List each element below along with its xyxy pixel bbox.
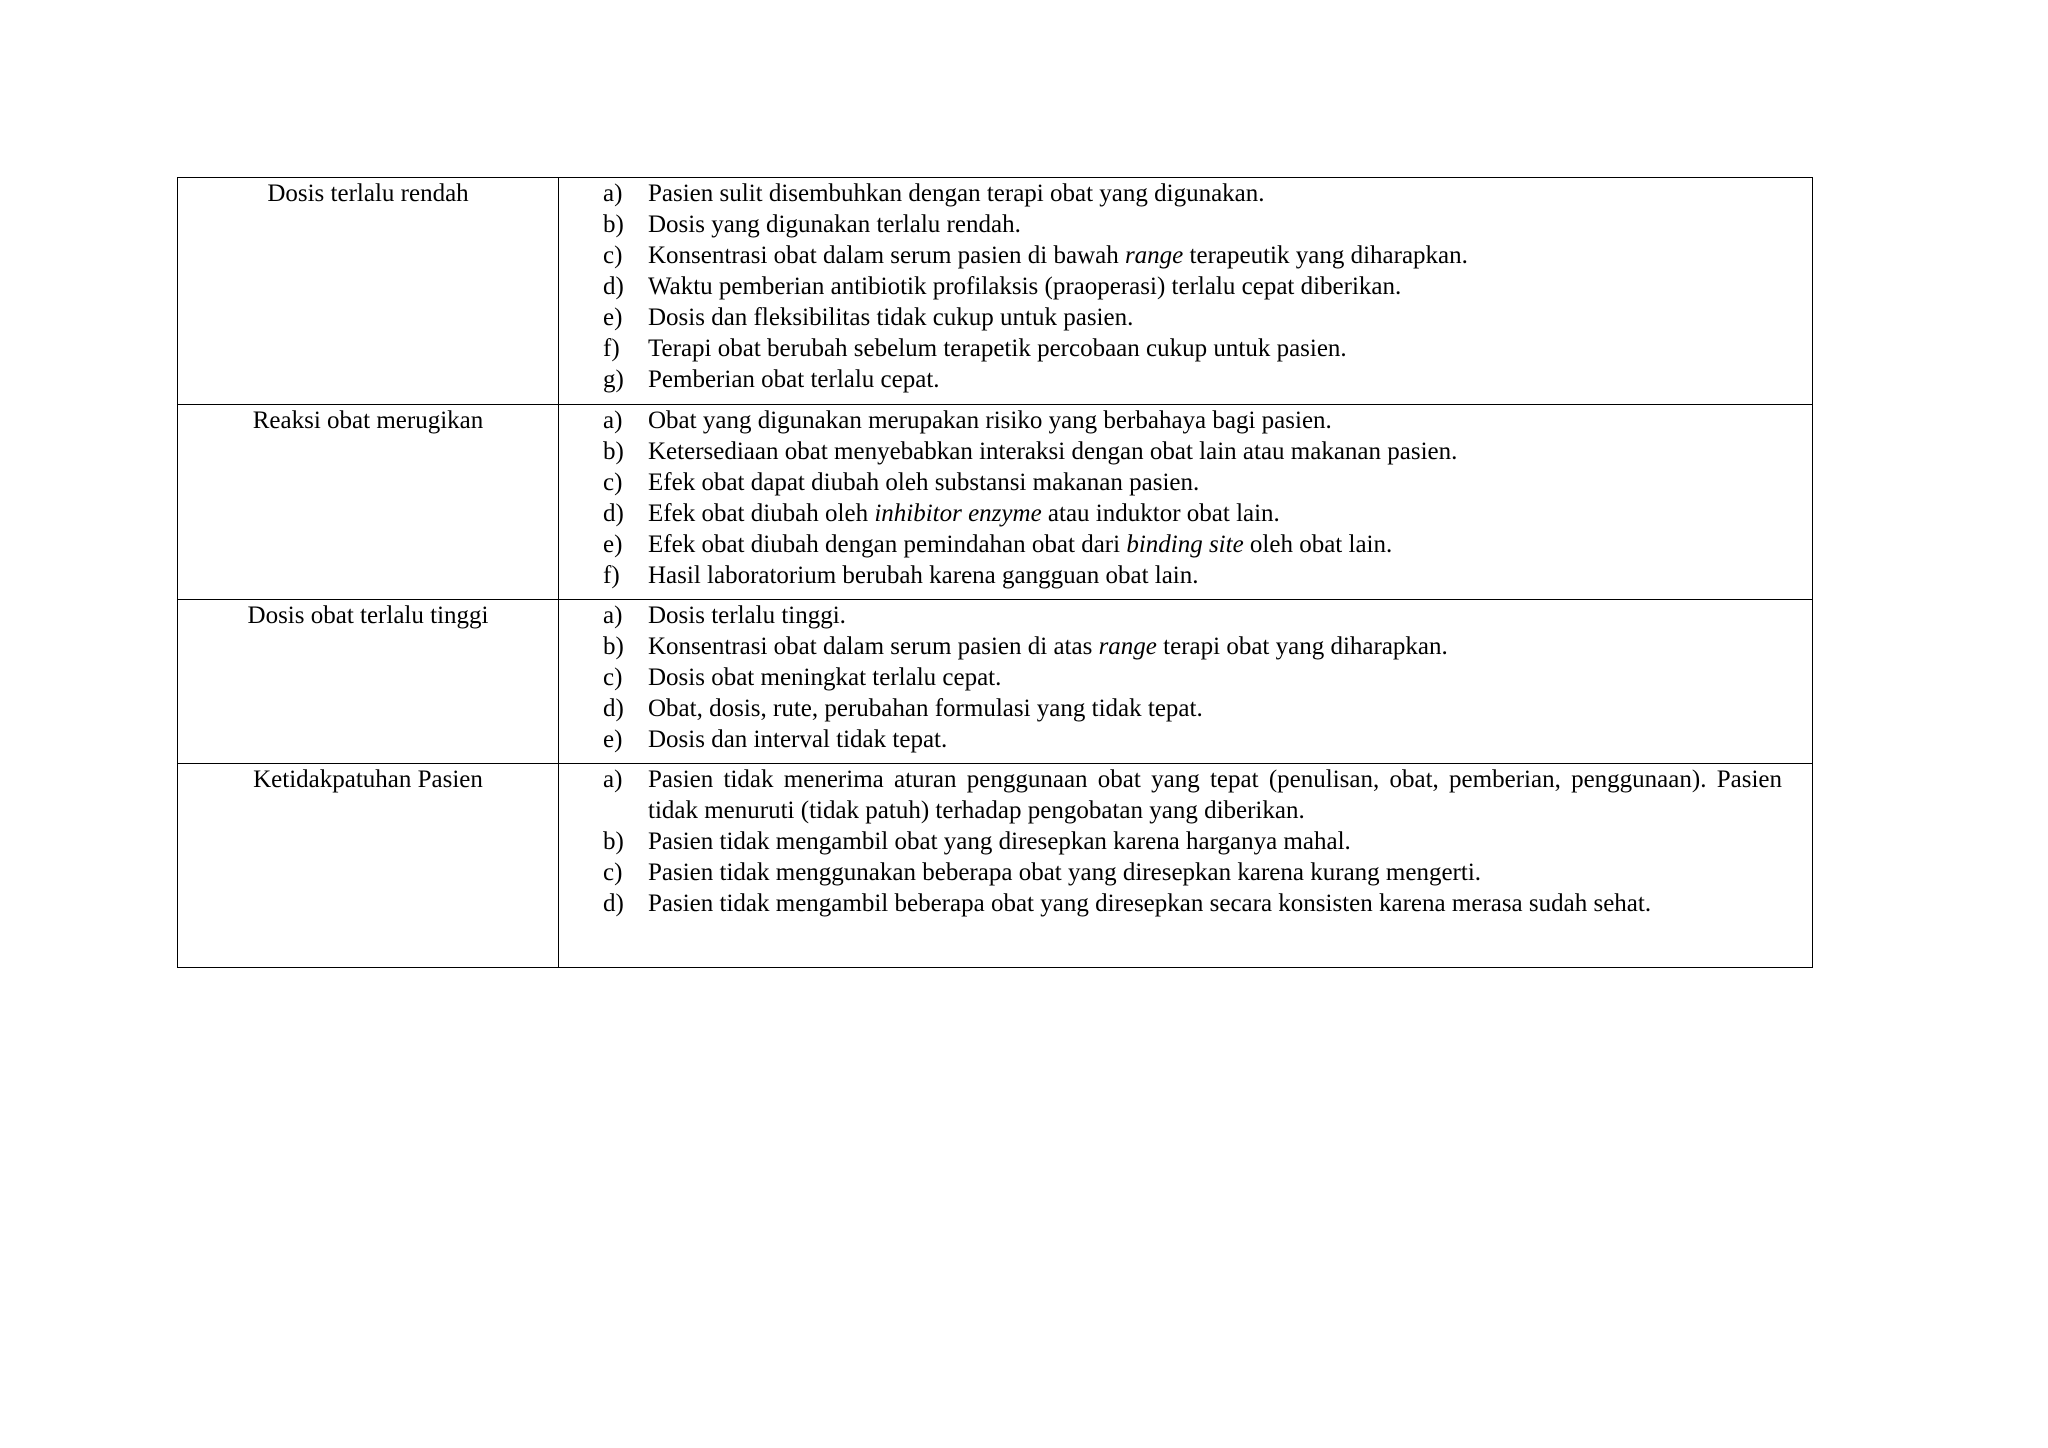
item-text: Dosis terlalu tinggi. bbox=[648, 602, 846, 629]
list-item bbox=[559, 364, 1782, 395]
item-text: Pasien sulit disembuhkan dengan terapi obat yang digunakan. bbox=[648, 180, 1265, 207]
list-item bbox=[559, 631, 1782, 662]
item-text: Konsentrasi obat dalam serum pasien di atas bbox=[648, 633, 1099, 660]
item-text: terapeutik yang diharapkan. bbox=[1183, 242, 1468, 269]
items-cell bbox=[559, 178, 1813, 405]
item-text: Efek obat dapat diubah oleh substansi makanan pasien. bbox=[648, 469, 1200, 496]
list-item bbox=[559, 240, 1782, 271]
item-list bbox=[559, 405, 1782, 591]
list-item bbox=[559, 498, 1782, 529]
category-cell: Ketidakpatuhan Pasien bbox=[178, 764, 559, 968]
italic-term: range bbox=[1098, 633, 1157, 660]
list-item bbox=[559, 888, 1782, 919]
list-marker: a) bbox=[603, 602, 623, 629]
italic-term: range bbox=[1124, 242, 1184, 269]
item-text: Obat yang digunakan merupakan risiko yang berbahaya bagi pasien. bbox=[648, 407, 1332, 434]
item-text: Pasien tidak menggunakan beberapa obat yang diresepkan karena kurang mengerti. bbox=[648, 859, 1482, 886]
list-item bbox=[559, 436, 1782, 467]
list-item bbox=[559, 467, 1782, 498]
classification-table bbox=[177, 177, 1813, 968]
list-item bbox=[559, 826, 1782, 857]
list-marker: g) bbox=[603, 366, 624, 393]
table-body bbox=[178, 178, 1813, 968]
item-text: Dosis dan fleksibilitas tidak cukup untuk pasien. bbox=[648, 304, 1134, 331]
list-item bbox=[559, 857, 1782, 888]
list-item bbox=[559, 724, 1782, 755]
list-marker: b) bbox=[603, 438, 624, 465]
list-marker: f) bbox=[603, 335, 620, 362]
item-text: Terapi obat berubah sebelum terapetik percobaan cukup untuk pasien. bbox=[648, 335, 1347, 362]
item-list bbox=[559, 600, 1782, 755]
list-marker: c) bbox=[603, 242, 623, 269]
list-item bbox=[559, 302, 1782, 333]
list-marker: e) bbox=[603, 304, 623, 331]
item-text: Dosis dan interval tidak tepat. bbox=[648, 726, 948, 753]
list-marker: b) bbox=[603, 828, 624, 855]
item-text: Dosis obat meningkat terlalu cepat. bbox=[648, 664, 1002, 691]
category-cell: Reaksi obat merugikan bbox=[178, 405, 559, 600]
list-marker: d) bbox=[603, 695, 624, 722]
list-item bbox=[559, 529, 1782, 560]
item-text: Konsentrasi obat dalam serum pasien di bawah bbox=[648, 242, 1125, 269]
item-text: Hasil laboratorium berubah karena gangguan obat lain. bbox=[648, 562, 1199, 589]
items-cell bbox=[559, 764, 1813, 968]
list-item bbox=[559, 560, 1782, 591]
list-marker: a) bbox=[603, 180, 623, 207]
list-marker: b) bbox=[603, 211, 624, 238]
list-marker: b) bbox=[603, 633, 624, 660]
list-marker: d) bbox=[603, 500, 624, 527]
list-marker: e) bbox=[603, 726, 623, 753]
list-marker: c) bbox=[603, 664, 623, 691]
items-cell bbox=[559, 600, 1813, 764]
item-text: terapi obat yang diharapkan. bbox=[1156, 633, 1448, 660]
table-row bbox=[178, 405, 1813, 600]
item-text: Waktu pemberian antibiotik profilaksis (praoperasi) terlalu cepat diberikan. bbox=[648, 273, 1402, 300]
italic-term: inhibitor enzyme bbox=[874, 500, 1042, 527]
item-text: Pemberian obat terlalu cepat. bbox=[648, 366, 940, 393]
italic-term: binding site bbox=[1126, 531, 1244, 558]
list-marker: f) bbox=[603, 562, 620, 589]
item-text: Pasien tidak mengambil obat yang diresepkan karena harganya mahal. bbox=[648, 828, 1351, 855]
item-text: Efek obat diubah oleh bbox=[648, 500, 875, 527]
list-item bbox=[559, 662, 1782, 693]
list-item bbox=[559, 764, 1782, 826]
list-marker: e) bbox=[603, 531, 623, 558]
list-marker: c) bbox=[603, 469, 623, 496]
item-text: Ketersediaan obat menyebabkan interaksi dengan obat lain atau makanan pasien. bbox=[648, 438, 1458, 465]
category-cell: Dosis terlalu rendah bbox=[178, 178, 559, 405]
list-item bbox=[559, 209, 1782, 240]
list-item bbox=[559, 333, 1782, 364]
table-row bbox=[178, 178, 1813, 405]
item-list bbox=[559, 178, 1782, 395]
category-cell: Dosis obat terlalu tinggi bbox=[178, 600, 559, 764]
table-row bbox=[178, 764, 1813, 968]
list-marker: a) bbox=[603, 407, 623, 434]
items-cell bbox=[559, 405, 1813, 600]
list-item bbox=[559, 271, 1782, 302]
list-marker: a) bbox=[603, 766, 623, 793]
item-text: Obat, dosis, rute, perubahan formulasi yang tidak tepat. bbox=[648, 695, 1203, 722]
list-marker: d) bbox=[603, 273, 624, 300]
item-text: Efek obat diubah dengan pemindahan obat dari bbox=[648, 531, 1127, 558]
item-list bbox=[559, 764, 1782, 919]
list-marker: c) bbox=[603, 859, 623, 886]
list-item bbox=[559, 693, 1782, 724]
list-item bbox=[559, 405, 1782, 436]
item-text: atau induktor obat lain. bbox=[1041, 500, 1280, 527]
table-row bbox=[178, 600, 1813, 764]
item-text: Pasien tidak mengambil beberapa obat yang diresepkan secara konsisten karena merasa sudah sehat. bbox=[648, 890, 1652, 917]
item-text: Dosis yang digunakan terlalu rendah. bbox=[648, 211, 1021, 238]
list-item bbox=[559, 600, 1782, 631]
list-marker: d) bbox=[603, 890, 624, 917]
item-text: Pasien tidak menerima aturan penggunaan obat yang tepat (penulisan, obat, pemberian, penggunaan). Pasien tidak menuruti (tidak patuh) terhadap pengobatan yang diberikan. bbox=[648, 766, 1782, 824]
item-text: oleh obat lain. bbox=[1243, 531, 1393, 558]
list-item bbox=[559, 178, 1782, 209]
